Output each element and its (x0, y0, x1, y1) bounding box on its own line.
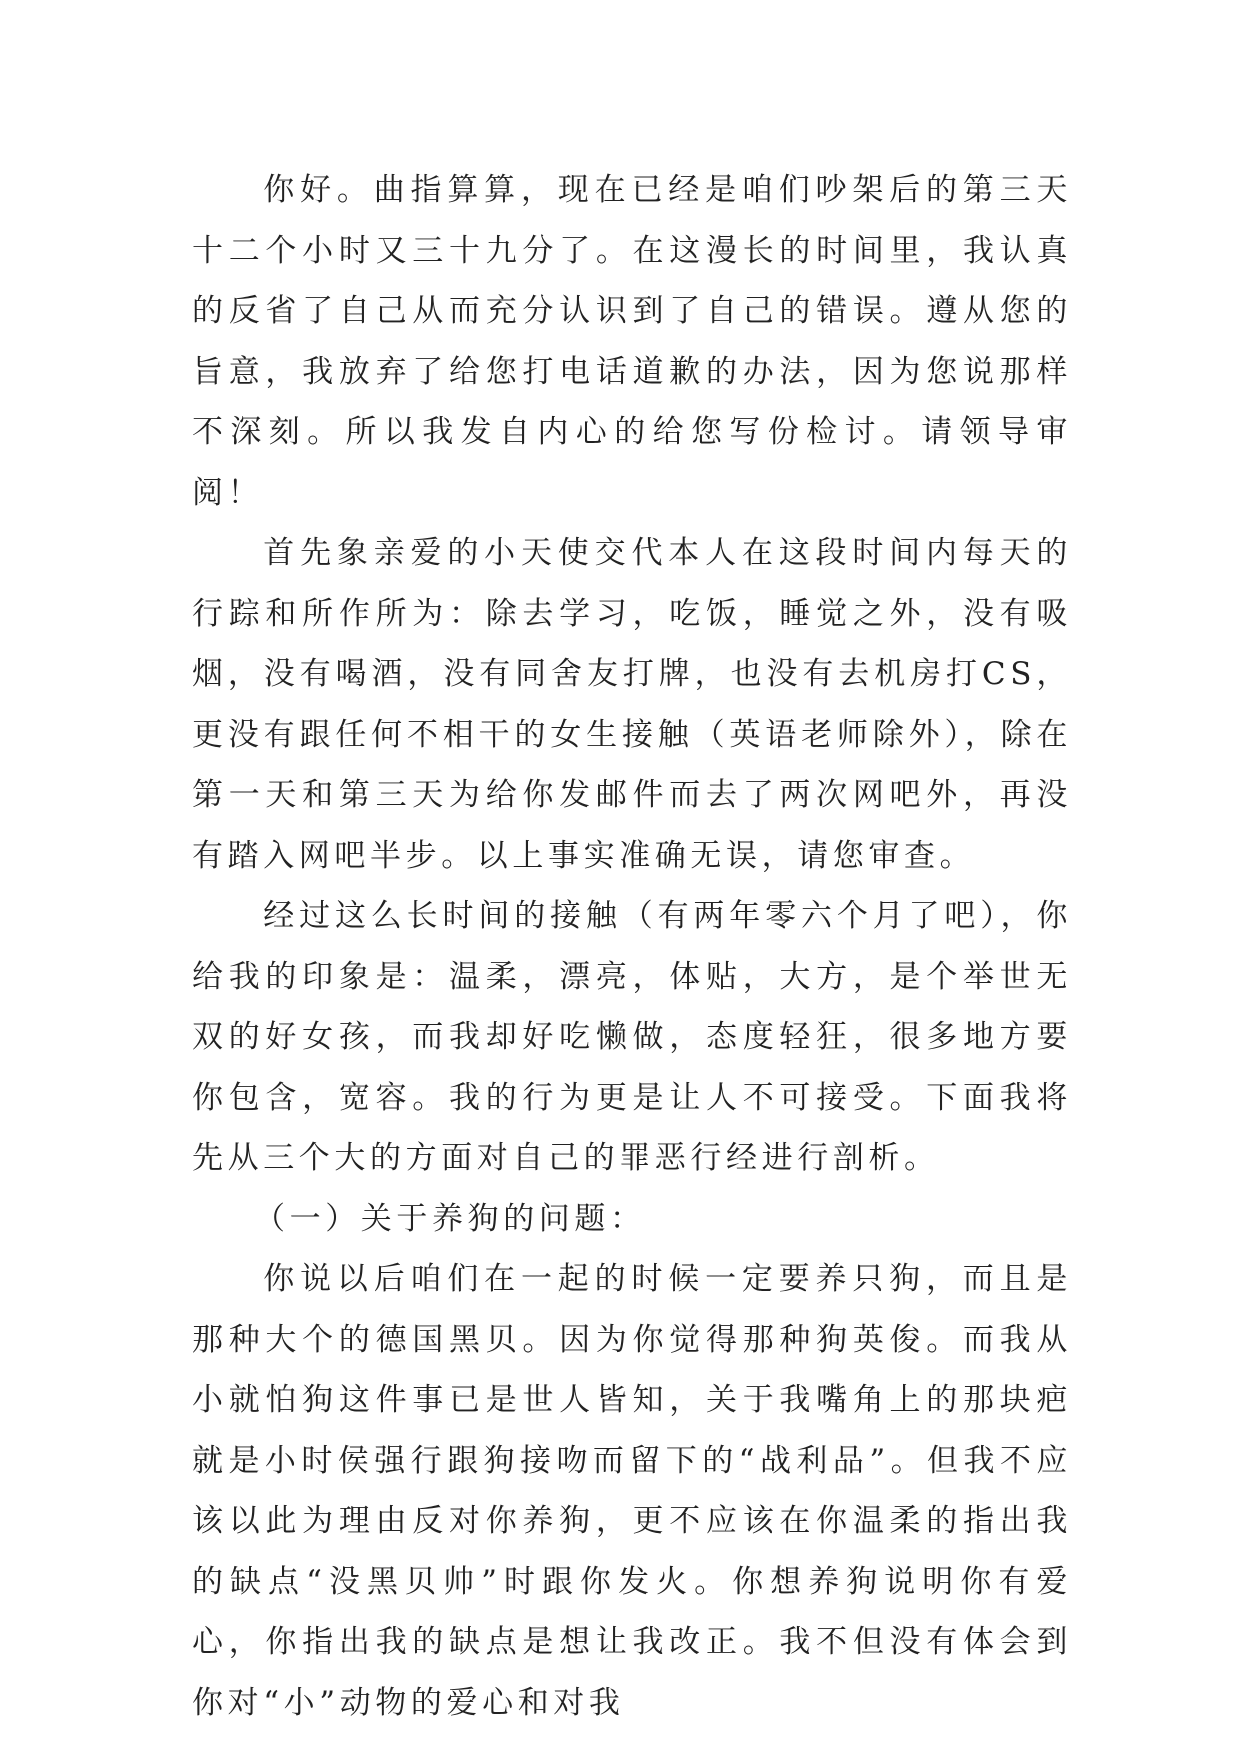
section-heading-dog: （一）关于养狗的问题： (254, 1200, 646, 1237)
document-body (192, 160, 1072, 1733)
paragraph-whereabouts: 首先象亲爱的小天使交代本人在这段时间内每天的行踪和所作所为：除去学习，吃饭，睡觉之外，没有吸烟，没有喝酒，没有同舍友打牌，也没有去机房打CS，更没有跟任何不相干的女生接触（英语老师除外），除在第一天和第三天为给你发邮件而去了两次网吧外，再没有踏入网吧半步。以上事实准确无误，请您审查。 (192, 535, 1072, 874)
paragraph-impression: 经过这么长时间的接触（有两年零六个月了吧），你给我的印象是：温柔，漂亮，体贴，大方，是个举世无双的好女孩，而我却好吃懒做，态度轻狂，很多地方要你包含，宽容。我的行为更是让人不可接受。下面我将先从三个大的方面对自己的罪恶行经进行剖析。 (192, 898, 1072, 1176)
paragraph-intro: 你好。曲指算算，现在已经是咱们吵架后的第三天十二个小时又三十九分了。在这漫长的时间里，我认真的反省了自己从而充分认识到了自己的错误。遵从您的旨意，我放弃了给您打电话道歉的办法，因为您说那样不深刻。所以我发自内心的给您写份检讨。请领导审阅！ (192, 172, 1072, 511)
paragraph-dog: 你说以后咱们在一起的时候一定要养只狗，而且是那种大个的德国黑贝。因为你觉得那种狗英俊。而我从小就怕狗这件事已是世人皆知，关于我嘴角上的那块疤就是小时侯强行跟狗接吻而留下的“战利品”。但我不应该以此为理由反对你养狗，更不应该在你温柔的指出我的缺点“没黑贝帅”时跟你发火。你想养狗说明你有爱心，你指出我的缺点是想让我改正。我不但没有体会到你对“小”动物的爱心和对我 (192, 1261, 1072, 1721)
